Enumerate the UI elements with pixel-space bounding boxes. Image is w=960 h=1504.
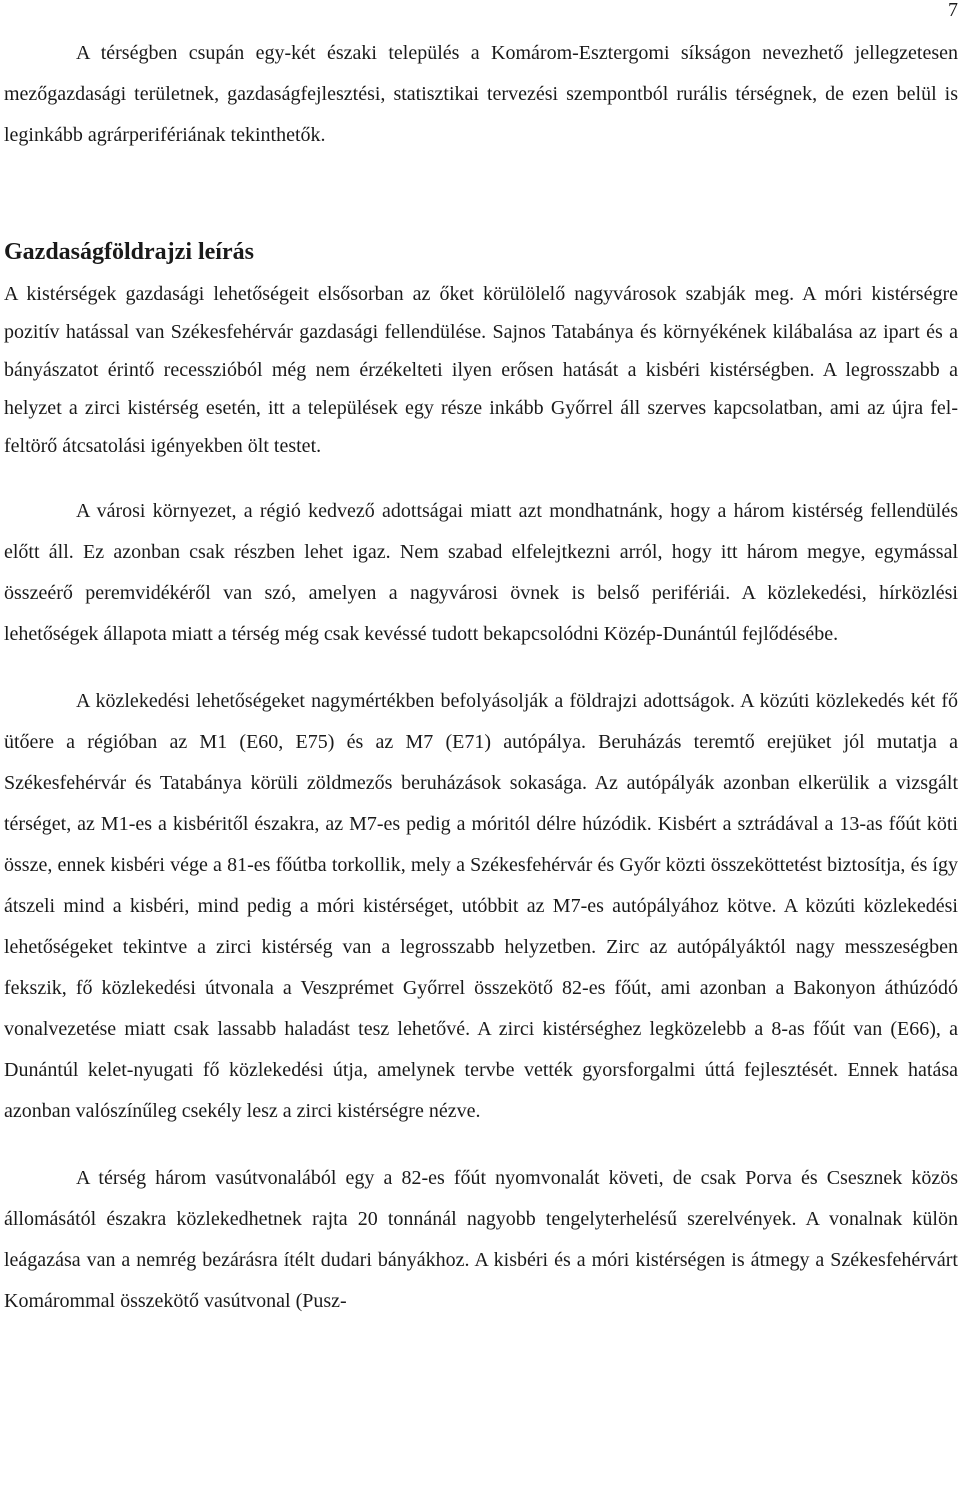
section-heading: Gazdaságföldrajzi leírás (4, 239, 254, 265)
body-paragraph: A térség három vasútvonalából egy a 82-es főút nyomvonalát követi, de csak Porva és Csesznek közös állomásától északra közlekedhetnek rajta 20 tonnánál nagyobb tengelyterhelésű szerelvények. A vonalnak külön leágazása van a nemrég bezárásra ítélt dudari bányákhoz. A kisbéri és a móri kistérségen is átmegy a Székesfehérvárt Komárommal összekötő vasútvonal (Pusz- (4, 1167, 958, 1312)
body-paragraph: A kistérségek gazdasági lehetőségeit elsősorban az őket körülölelő nagyvárosok szabják meg. A móri kistérségre pozitív hatással van Székesfehérvár gazdasági fellendülése. Sajnos Tatabánya és környékének kilábalása az ipart és a bányászatot érintő recesszióból még nem érzékelteti ilyen erősen hatását a kisbéri kistérségben. A legrosszabb a helyzet a zirci kistérség esetén, itt a települések egy része inkább Győrrel áll szerves kapcsolatban, ami az újra fel-feltörő átcsatolási igényekben ölt testet. (4, 283, 958, 457)
body-paragraph: A közlekedési lehetőségeket nagymértékben befolyásolják a földrajzi adottságok. A közúti közlekedés két fő ütőere a régióban az M1 (E60, E75) és az M7 (E71) autópálya. Beruházás teremtő erejüket jól mutatja a Székesfehérvár és Tatabánya körüli zöldmezős beruházások sokasága. Az autópályák azonban elkerülik a vizsgált térséget, az M1-es a kisbéritől északra, az M7-es pedig a móritól délre húzódik. Kisbért a sztrádával a 13-as főút köti össze, ennek kisbéri vége a 81-es főútba torkollik, mely a Székesfehérvár és Győr közti összeköttetést biztosítja, és így átszeli mind a kisbéri, mind pedig a móri kistérséget, utóbbit az M7-es autópályához kötve. A közúti közlekedési lehetőségeket tekintve a zirci kistérség van a legrosszabb helyzetben. Zirc az autópályáktól nagy messzeségben fekszik, fő közlekedési útvonala a Veszprémet Győrrel összekötő 82-es főút, ami azonban a Bakonyon áthúzódó vonalvezetése miatt csak lassabb haladást tesz lehetővé. A zirci kistérséghez legközelebb a 8-as főút van (E66), a Dunántúl kelet-nyugati fő közlekedési útja, amelynek tervbe vették gyorsforgalmi úttá fejlesztését. Ennek hatása azonban valószínűleg csekély lesz a zirci kistérségre nézve. (4, 690, 958, 1122)
intro-paragraph: A térségben csupán egy-két északi település a Komárom-Esztergomi síkságon nevezhető jellegzetesen mezőgazdasági területnek, gazdaságfejlesztési, statisztikai tervezési szempontból rurális térségnek, de ezen belül is leginkább agrárperifériának tekinthetők. (4, 42, 958, 146)
page-number: 7 (948, 0, 958, 21)
document-page (4, 33, 958, 1322)
body-paragraph: A városi környezet, a régió kedvező adottságai miatt azt mondhatnánk, hogy a három kistérség fellendülés előtt áll. Ez azonban csak részben lehet igaz. Nem szabad elfelejtkezni arról, hogy itt három megye, egymással összeérő peremvidékéről van szó, amelyen a nagyvárosi övnek is belső perifériái. A közlekedési, hírközlési lehetőségek állapota miatt a térség még csak kevéssé tudott bekapcsolódni Közép-Dunántúl fejlődésébe. (4, 500, 958, 645)
